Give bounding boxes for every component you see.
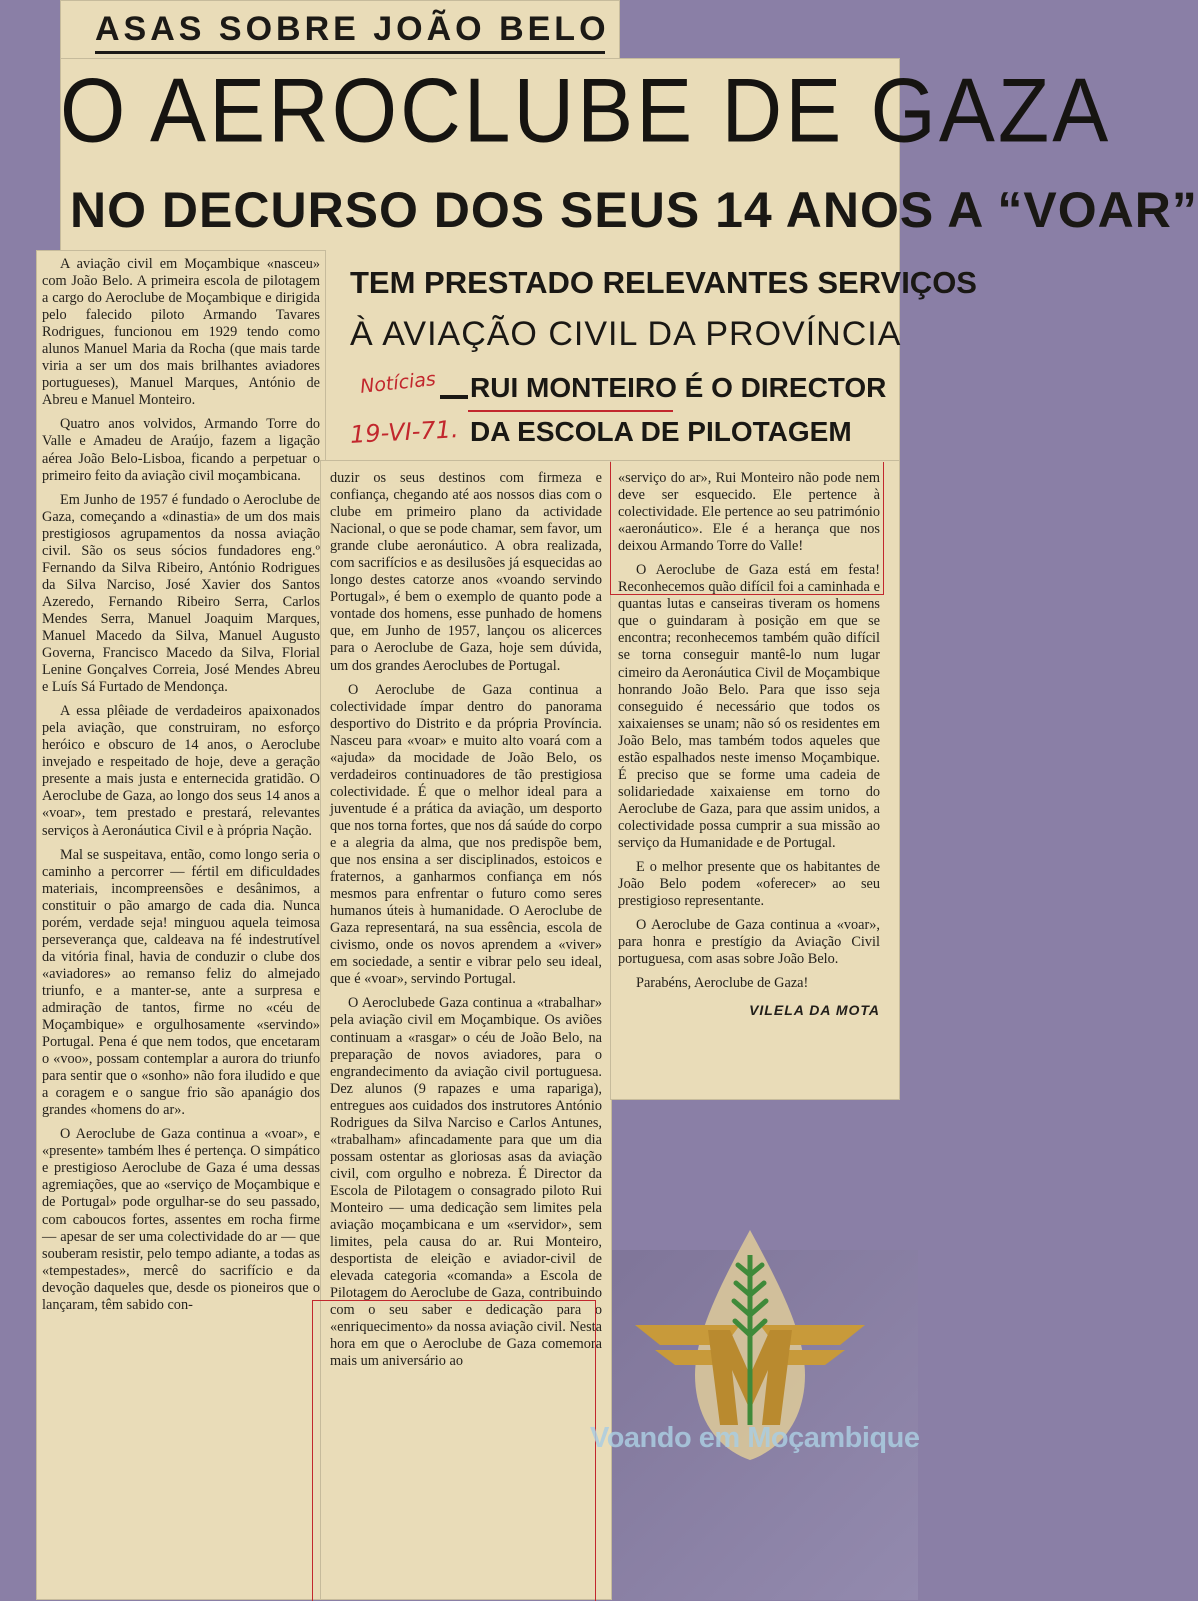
red-underline [468,410,673,412]
paragraph: O Aeroclube de Gaza está em festa! Reconhecemos quão difícil foi a caminhada e quantas lutas e canseiras tiveram os homens que o guindaram à posição em que se encontra; reconhecemos também quão difícil se torna conseguir mantê-lo num lugar cimeiro da Aeronáutica Civil de Moçambique honrando João Belo. Para que isso seja conseguido é necessário que todos os xaixaienses se unam; não só os residentes em João Belo, mas também todos aqueles que estão espalhados neste imenso Moçambique. É preciso que se forme uma cadeia de solidariedade xaixaiense em torno do Aeroclube de Gaza, para que assim unidos, a colectividade possa cumprir a sua missão ao serviço da Humanidade e de Portugal. [618,562,880,851]
subheadline: NO DECURSO DOS SEUS 14 ANOS A “VOAR” [70,182,1198,238]
red-pen-box-1 [610,462,884,595]
paragraph: E o melhor presente que os habitantes de João Belo podem «oferecer» ao seu prestigioso representante. [618,859,880,910]
paragraph: O Aeroclubede Gaza continua a «trabalhar» pela aviação civil em Moçambique. Os aviões continuam a «rasgar» o céu de João Belo, na preparação de novos aviadores, para o engrandecimento da aviação civil portuguesa. Dez alunos (9 rapazes e uma rapariga), entregues aos cuidados dos instrutores António Rodrigues da Silva Narciso e Carlos Antunes, «trabalham» afincadamente para que um dia possam ostentar as gloriosas asas da aviação civil, com orgulho e nobreza. É Director da Escola de Pilotagem o consagrado piloto Rui Monteiro — uma dedicação sem limites pela aviação moçambicana e um «servidor», sem limites, pela causa do ar. Rui Monteiro, desportista de eleição e aviador-civil de elevada categoria «comanda» a Escola de Pilotagem do Aeroclube de Gaza, contribuindo com o seu saber e dedicação para o «enriquecimento» da nossa aviação civil. Nesta hora em que o Aeroclube de Gaza comemora mais um aniversário ao [330,995,602,1370]
deck-line-1: TEM PRESTADO RELEVANTES SERVIÇOS [350,265,977,300]
deck-dash [440,395,468,399]
handwritten-source: Notícias [359,368,437,398]
paragraph: A aviação civil em Moçambique «nasceu» com João Belo. A primeira escola de pilotagem a cargo do Aeroclube de Moçambique e dirigida pelo falecido piloto Armando Tavares Rodrigues, funcionou em 1929 tendo como alunos Manuel Maria da Rocha (que mais tarde viria a ser um dos mais brilhantes aviadores portugueses), Manuel Marques, António de Abreu e Manuel Monteiro. [42,256,320,409]
paragraph: Em Junho de 1957 é fundado o Aeroclube de Gaza, começando a «dinastia» de um dos mais prestigiosos agrupamentos da nossa aviação civil. São os seus sócios fundadores eng.º Fernando da Silva Ribeiro, António Rodrigues da Silva Narciso, José Xavier dos Santos Azeredo, Fernando Ribeiro Serra, Carlos Mendes Serra, Manuel Joaquim Marques, Manuel Macedo da Silva, Manuel Augusto Governa, Francisco Macedo da Silva, Florial Lenine Gonçalves Correia, José Mendes Abreu e Luís Sá Furtado de Mendonça. [42,491,320,696]
deck-line-2: À AVIAÇÃO CIVIL DA PROVÍNCIA [350,315,902,353]
paragraph: O Aeroclube de Gaza continua a colectividade ímpar dentro do panorama desportivo do Distrito e da própria Província. Nasceu para «voar» e muito alto voará com a «ajuda» da mocidade de João Belo, os verdadeiros continuadores de tão prestigiosa colectividade. É que o melhor ideal para a juventude é a prática da aviação, um desporto que nos torna fortes, que nos dá saúde do corpo e a alegria da alma, que nos predispõe bem, que nos ensina a ser disciplinados, estoicos e fraternos, a ganharmos confiança em nós mesmos para enfrentar o futuro como seres humanos úteis à humanidade. O Aeroclube de Gaza representará, na sua essência, escola de civismo, onde os novos aprendem a «viver» em sociedade, a sentir e vibrar pelo seu ideal, que é «voar», servindo Portugal. [330,681,602,988]
red-pen-box-2 [312,1300,596,1601]
author-signature: VILELA DA MOTA [749,1002,880,1019]
paragraph: Quatro anos volvidos, Armando Torre do Valle e Amadeu de Araújo, fazem a ligação aérea João Belo-Lisboa, ficando a perpetuar o primeiro feito da aviação civil moçambicana. [42,416,320,484]
kicker: ASAS SOBRE JOÃO BELO [95,10,605,54]
headline: O AEROCLUBE DE GAZA [60,59,1112,161]
handwritten-date: 19-VI-71. [349,415,460,449]
article-column-2 [330,470,602,1377]
paragraph: duzir os seus destinos com firmeza e confiança, chegando até aos nossos dias com o clube em primeiro plano da actividade Nacional, o que se pode chamar, sem favor, um grande clube aeronáutico. A obra realizada, com sacrifícios e as desilusões já esquecidas ao longo destes catorze anos «voando servindo Portugal», é bem o exemplo de quanto pode a vontade dos homens, esse punhado de homens que, em Junho de 1957, lançou os alicerces para o Aeroclube de Gaza, hoje sem dúvida, um dos grandes Aeroclubes de Portugal. [330,470,602,674]
paragraph: Mal se suspeitava, então, como longo seria o caminho a percorrer — fértil em dificuldades materiais, incompreensões e desânimos, a constituir o pão amargo de cada dia. Nunca porém, verdade seja! minguou aquela teimosa perseverança que, caldeava na fé indestrutível da vitória final, havia de conduzir o clube dos «aviadores» ao remanso feliz do almejado triunfo, e a manter-se, ante a surpresa e admiração de tantos, firme no «céu de Moçambique» e orgulhosamente «servindo» Portugal. Pena é que nem todos, que encetaram o «voo», possam contemplar a aurora do triunfo para sentir que o «sonho» não fora iludido e que a coragem e o sangue frio são apanágio dos grandes «homens do ar». [42,846,320,1119]
deck-line-4: DA ESCOLA DE PILOTAGEM [470,416,852,447]
watermark-text: Voando em Moçambique [590,1422,920,1454]
paragraph: «serviço do ar», Rui Monteiro não pode nem deve ser esquecido. Ele pertence à colectividade. Ele pertence ao seu património «aeronáutico». Ele é a herança que nos deixou Armando Torre do Valle! [618,470,880,555]
deck-line-3: RUI MONTEIRO É O DIRECTOR [470,372,887,403]
paragraph: A essa plêiade de verdadeiros apaixonados pela aviação, que construiram, no esforço heróico e obscuro de 14 anos, o Aeroclube invejado e respeitado de hoje, deve a geração presente a mais justa e enternecida gratidão. O Aeroclube de Gaza, ao longo dos seus 14 anos a «voar», tem prestado e prestará, relevantes serviços à Aeronáutica Civil e à própria Nação. [42,703,320,839]
article-column-1 [42,256,320,1321]
paragraph: O Aeroclube de Gaza continua a «voar», e «presente» também lhes é pertença. O simpático e prestigioso Aeroclube de Gaza é uma dessas agremiações, que ao «serviço de Moçambique e de Portugal» pode orgulhar-se do seu passado, com caboucos fortes, assentes em rocha firme — apesar de ser uma colectividade do ar — que souberam resistir, pelo tempo adiante, a todas as «tempestades», mercê do sacrifício e da devoção daqueles que, desde os pioneiros que o lançaram, têm sabido con- [42,1126,320,1313]
paragraph: O Aeroclube de Gaza continua a «voar», para honra e prestígio da Aviação Civil portuguesa, com asas sobre João Belo. [618,917,880,968]
paragraph: Parabéns, Aeroclube de Gaza! [636,975,809,992]
